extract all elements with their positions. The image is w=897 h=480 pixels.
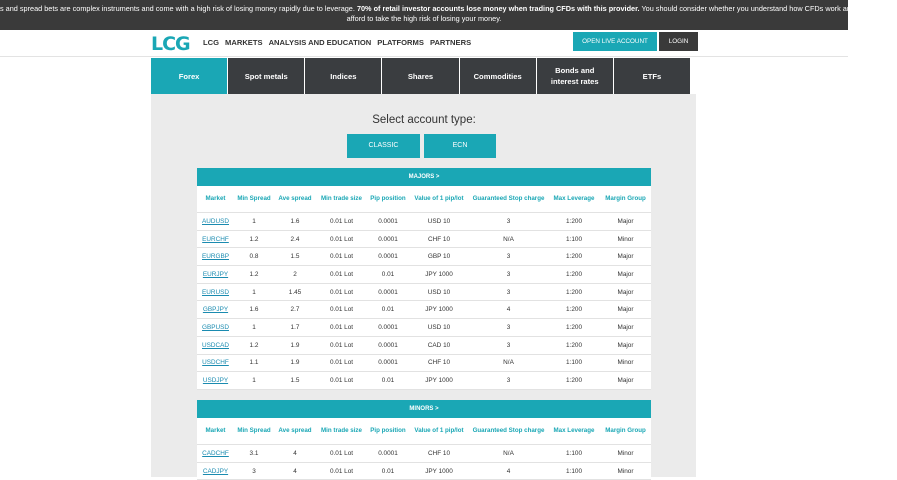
- table-cell: 1:100: [566, 449, 582, 457]
- table-cell: 1.2: [249, 341, 259, 349]
- market-link[interactable]: USDJPY: [202, 377, 229, 385]
- table-cell: 0.01 Lot: [329, 253, 354, 261]
- table-cell: Major: [617, 253, 634, 261]
- table-cell: 1.6: [249, 306, 259, 314]
- table-cell: 1: [252, 323, 256, 331]
- table-cell: 1:200: [566, 217, 582, 225]
- col-max-leverage: Max Leverage: [553, 427, 595, 434]
- table-row: [197, 248, 651, 266]
- table-cell: 1.5: [290, 377, 300, 385]
- table-cell: JPY 1000: [425, 270, 453, 278]
- nav-partners[interactable]: PARTNERS: [429, 38, 472, 47]
- login-button[interactable]: LOGIN: [659, 32, 698, 51]
- col-margin-group: Margin Group: [605, 427, 646, 434]
- table-cell: 3: [506, 341, 511, 349]
- tab-commodities[interactable]: Commodities: [460, 58, 536, 94]
- table-cell: Major: [617, 288, 634, 296]
- risk-warning-text: s and spread bets are complex instruments and come with a high risk of losing money rapidly due to leverage.: [0, 4, 357, 13]
- majors-header[interactable]: MAJORS >: [197, 168, 651, 186]
- col-min-trade-size: Min trade size: [321, 427, 362, 434]
- table-row: [197, 372, 651, 390]
- table-cell: 0.01: [381, 377, 395, 385]
- risk-warning-text-end: You should consider whether you understand how CFDs work and whether you: [639, 4, 897, 13]
- col-pip-position: Pip position: [370, 427, 406, 434]
- table-cell: N/A: [503, 235, 514, 243]
- table-cell: 2.4: [290, 235, 300, 243]
- table-cell: 1:100: [566, 235, 582, 243]
- col-min-spread: Min Spread: [237, 427, 271, 434]
- table-row: [197, 337, 651, 355]
- table-cell: 0.0001: [378, 253, 398, 261]
- nav-platforms[interactable]: PLATFORMS: [377, 38, 424, 47]
- risk-warning-line1: [0, 4, 897, 14]
- instrument-tabs: [151, 58, 690, 94]
- table-cell: 0.0001: [378, 359, 398, 367]
- market-link[interactable]: EURCHF: [202, 235, 229, 243]
- table-cell: 0.0001: [378, 217, 398, 225]
- table-cell: Major: [617, 270, 634, 278]
- col-pip-value: Value of 1 pip/lot: [414, 195, 464, 202]
- table-cell: 3: [506, 253, 511, 261]
- table-cell: 1.9: [290, 341, 300, 349]
- col-ave-spread: Ave spread: [278, 427, 312, 434]
- market-link[interactable]: GBPUSD: [202, 323, 229, 331]
- table-cell: 1:200: [566, 288, 582, 296]
- market-link[interactable]: CADCHF: [202, 449, 229, 457]
- table-cell: 4: [506, 306, 511, 314]
- col-market: Market: [205, 195, 226, 202]
- table-cell: 1.7: [290, 323, 300, 331]
- table-cell: 0.01 Lot: [329, 377, 354, 385]
- table-cell: Minor: [617, 235, 634, 243]
- table-cell: 1: [252, 288, 256, 296]
- table-cell: Minor: [617, 359, 634, 367]
- minors-column-headers: [197, 418, 651, 445]
- table-cell: 3.1: [249, 449, 259, 457]
- col-pip-value: Value of 1 pip/lot: [414, 427, 464, 434]
- table-cell: USD 10: [427, 323, 451, 331]
- market-link[interactable]: CADJPY: [202, 467, 229, 475]
- table-cell: JPY 1000: [425, 467, 453, 475]
- table-cell: 0.01 Lot: [329, 235, 354, 243]
- table-cell: 1:100: [566, 467, 582, 475]
- table-cell: 0.0001: [378, 449, 398, 457]
- market-link[interactable]: GBPJPY: [202, 306, 229, 314]
- table-cell: 3: [506, 270, 511, 278]
- table-cell: 2: [293, 270, 297, 278]
- market-link[interactable]: EURJPY: [202, 270, 229, 278]
- table-cell: 0.8: [249, 253, 259, 261]
- table-cell: 0.01: [381, 306, 395, 314]
- table-cell: Major: [617, 306, 634, 314]
- market-link[interactable]: AUDUSD: [202, 217, 229, 225]
- table-cell: 0.01: [381, 270, 395, 278]
- lcg-logo[interactable]: LCG: [151, 33, 190, 55]
- table-row: [197, 463, 651, 480]
- tab-spot-metals[interactable]: Spot metals: [228, 58, 304, 94]
- table-cell: CHF 10: [427, 235, 451, 243]
- table-cell: 1.6: [290, 217, 300, 225]
- table-cell: USD 10: [427, 288, 451, 296]
- classic-account-button[interactable]: CLASSIC: [347, 134, 420, 158]
- table-cell: 1:200: [566, 323, 582, 331]
- market-link[interactable]: USDCHF: [202, 359, 229, 367]
- table-cell: GBP 10: [427, 253, 451, 261]
- table-cell: 0.0001: [378, 288, 398, 296]
- nav-markets[interactable]: MARKETS: [225, 38, 263, 47]
- col-pip-position: Pip position: [370, 195, 406, 202]
- minors-header[interactable]: MINORS >: [197, 400, 651, 418]
- table-cell: 4: [293, 467, 297, 475]
- table-cell: Major: [617, 217, 634, 225]
- col-min-spread: Min Spread: [237, 195, 271, 202]
- table-cell: 2.7: [290, 306, 300, 314]
- open-live-account-button[interactable]: OPEN LIVE ACCOUNT: [573, 32, 657, 51]
- table-cell: 1.2: [249, 235, 259, 243]
- table-row: [197, 301, 651, 319]
- col-ave-spread: Ave spread: [278, 195, 312, 202]
- table-cell: 1: [252, 377, 256, 385]
- table-cell: 1.45: [288, 288, 302, 296]
- table-cell: 1:200: [566, 377, 582, 385]
- table-cell: 0.0001: [378, 235, 398, 243]
- risk-warning-line2: afford to take the high risk of losing your money.: [346, 14, 502, 23]
- table-cell: 1:100: [566, 359, 582, 367]
- table-cell: 3: [506, 217, 511, 225]
- majors-rows: [197, 213, 651, 390]
- table-cell: N/A: [503, 449, 514, 457]
- table-cell: 0.0001: [378, 323, 398, 331]
- tab-bonds-interest-rates[interactable]: Bonds and interest rates: [537, 58, 613, 94]
- table-cell: 4: [506, 467, 511, 475]
- table-cell: 0.0001: [378, 341, 398, 349]
- tab-shares[interactable]: Shares: [382, 58, 458, 94]
- table-cell: 0.01 Lot: [329, 323, 354, 331]
- table-cell: 0.01 Lot: [329, 467, 354, 475]
- market-link[interactable]: EURUSD: [202, 288, 229, 296]
- col-max-leverage: Max Leverage: [553, 195, 595, 202]
- table-cell: 3: [506, 323, 511, 331]
- table-cell: 0.01 Lot: [329, 341, 354, 349]
- col-guaranteed-stop: Guaranteed Stop charge: [472, 195, 545, 202]
- table-cell: Major: [617, 377, 634, 385]
- table-cell: JPY 1000: [425, 306, 453, 314]
- majors-column-headers: [197, 186, 651, 213]
- minors-table: [197, 400, 651, 480]
- table-cell: USD 10: [427, 217, 451, 225]
- table-cell: N/A: [503, 359, 514, 367]
- select-account-title: Select account type:: [372, 114, 476, 126]
- table-cell: CHF 10: [427, 359, 451, 367]
- market-link[interactable]: USDCAD: [202, 341, 229, 349]
- table-row: [197, 445, 651, 463]
- table-cell: Minor: [617, 449, 634, 457]
- table-cell: 0.01 Lot: [329, 449, 354, 457]
- nav-analysis-education[interactable]: ANALYSIS AND EDUCATION: [268, 38, 372, 47]
- tab-etfs[interactable]: ETFs: [614, 58, 690, 94]
- tab-forex[interactable]: Forex: [151, 58, 227, 94]
- table-cell: 1:200: [566, 341, 582, 349]
- nav-lcg[interactable]: LCG: [203, 38, 220, 47]
- table-cell: Minor: [617, 467, 634, 475]
- majors-table: [197, 168, 651, 390]
- table-cell: 0.01 Lot: [329, 217, 354, 225]
- col-margin-group: Margin Group: [605, 195, 646, 202]
- table-row: [197, 284, 651, 302]
- ecn-account-button[interactable]: ECN: [424, 134, 496, 158]
- table-row: [197, 266, 651, 284]
- table-cell: 4: [293, 449, 297, 457]
- col-market: Market: [205, 427, 226, 434]
- table-cell: 0.01 Lot: [329, 306, 354, 314]
- table-cell: 0.01 Lot: [329, 270, 354, 278]
- table-cell: 1.9: [290, 359, 300, 367]
- risk-warning-banner: [0, 0, 897, 30]
- table-cell: CHF 10: [427, 449, 451, 457]
- minors-rows: [197, 445, 651, 480]
- table-cell: 1:200: [566, 270, 582, 278]
- table-cell: 3: [506, 288, 511, 296]
- main-nav: [203, 38, 471, 47]
- table-row: [197, 355, 651, 373]
- col-min-trade-size: Min trade size: [321, 195, 362, 202]
- table-cell: 0.01 Lot: [329, 288, 354, 296]
- table-cell: 1.5: [290, 253, 300, 261]
- risk-warning-bold: 70% of retail investor accounts lose money when trading CFDs with this provider.: [356, 4, 640, 13]
- table-cell: 0.01 Lot: [329, 359, 354, 367]
- table-cell: 3: [506, 377, 511, 385]
- site-header: [0, 30, 848, 57]
- table-cell: 3: [252, 467, 256, 475]
- market-link[interactable]: EURGBP: [202, 253, 229, 261]
- table-cell: Major: [617, 323, 634, 331]
- table-cell: 1.1: [249, 359, 259, 367]
- table-row: [197, 231, 651, 249]
- table-cell: 1:200: [566, 306, 582, 314]
- table-row: [197, 319, 651, 337]
- table-cell: Major: [617, 341, 634, 349]
- table-cell: JPY 1000: [425, 377, 453, 385]
- table-row: [197, 213, 651, 231]
- table-cell: 1.2: [249, 270, 259, 278]
- col-guaranteed-stop: Guaranteed Stop charge: [472, 427, 545, 434]
- table-cell: CAD 10: [427, 341, 451, 349]
- table-cell: 0.01: [381, 467, 395, 475]
- table-cell: 1: [252, 217, 256, 225]
- tab-indices[interactable]: Indices: [305, 58, 381, 94]
- table-cell: 1:200: [566, 253, 582, 261]
